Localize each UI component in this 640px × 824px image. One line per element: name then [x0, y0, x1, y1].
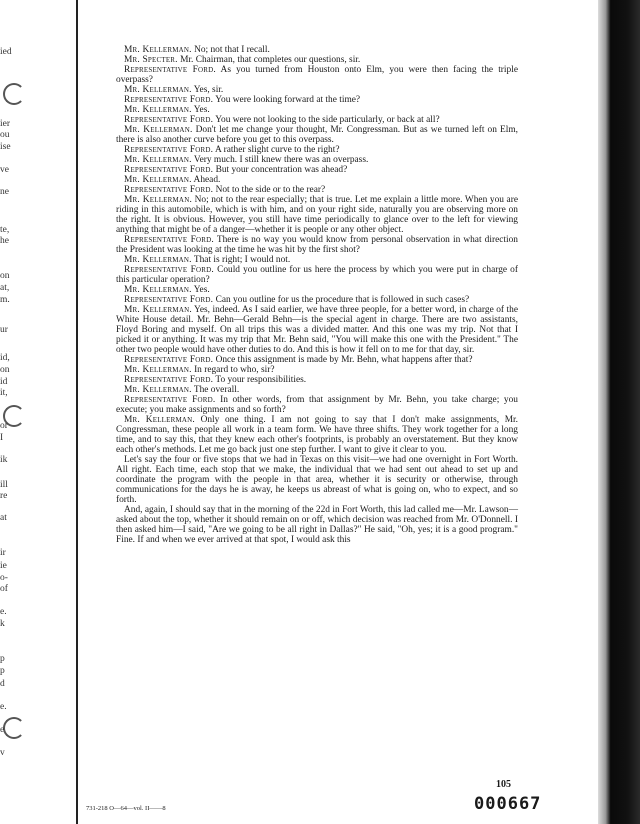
speaker-label: Mr. Kellerman.	[124, 305, 192, 315]
margin-fragment: re	[0, 491, 8, 501]
binder-hole	[3, 83, 25, 105]
paragraph-text: Could you outline for us here the process by which you were put in charge of this particular operation?	[116, 265, 518, 285]
speaker-label: Mr. Kellerman.	[124, 415, 195, 425]
paragraph-text: Very much. I still knew there was an overpass.	[191, 155, 369, 165]
paragraph-text: Can you outline for us the procedure that is followed in such cases?	[213, 295, 470, 305]
margin-fragment: ier	[0, 119, 11, 129]
bates-number: 000667	[474, 794, 542, 814]
speaker-label: Mr. Kellerman.	[124, 125, 193, 135]
speaker-label: Mr. Kellerman.	[124, 285, 192, 295]
testimony-paragraph	[116, 55, 518, 65]
margin-fragment: ise	[0, 142, 11, 152]
margin-fragment: ill	[0, 480, 8, 490]
margin-fragment: it,	[0, 388, 8, 398]
paragraph-text: In other words, from that assignment by Mr. Behn, you take charge; you execute; you make assignments and so forth?	[116, 395, 518, 415]
page-number: 105	[496, 779, 511, 790]
margin-fragment: ied	[0, 47, 12, 57]
paragraph-text: Ahead.	[191, 175, 221, 185]
speaker-label: Representative Ford.	[124, 95, 214, 105]
paragraph-text: The overall.	[191, 385, 240, 395]
margin-fragment: he	[0, 236, 9, 246]
testimony-paragraph	[116, 95, 518, 105]
paragraph-text: Mr. Chairman, that completes our questions, sir.	[177, 55, 361, 65]
margin-fragment: ur	[0, 325, 8, 335]
paragraph-text: That is right; I would not.	[191, 255, 291, 265]
testimony-paragraph	[116, 395, 518, 415]
testimony-paragraph	[116, 85, 518, 95]
testimony-paragraph	[116, 195, 518, 235]
testimony-paragraph	[116, 175, 518, 185]
testimony-paragraph	[116, 305, 518, 355]
testimony-paragraph	[116, 265, 518, 285]
paragraph-text: But your concentration was ahead?	[213, 165, 348, 175]
testimony-paragraph	[116, 255, 518, 265]
paragraph-text: No; not that I recall.	[191, 45, 270, 55]
margin-fragment: d	[0, 679, 5, 689]
paragraph-text: Once this assignment is made by Mr. Behn, what happens after that?	[213, 355, 473, 365]
testimony-text	[116, 45, 518, 545]
margin-fragment: ie	[0, 561, 7, 571]
margin-fragment: p	[0, 666, 5, 676]
speaker-label: Mr. Kellerman.	[124, 385, 192, 395]
margin-fragment: on	[0, 271, 10, 281]
speaker-label: Mr. Kellerman.	[124, 255, 192, 265]
paragraph-text: Yes.	[191, 105, 210, 115]
speaker-label: Representative Ford.	[124, 265, 214, 275]
testimony-paragraph	[116, 355, 518, 365]
testimony-paragraph	[116, 365, 518, 375]
paragraph-text: Let's say the four or five stops that we had in Texas on this visit—we had one overnight in Fort Worth. All right. Each time, each stop that we make, the individual that we had sent out ahead to set up and coordinate the program with the people in that area, whether it is security or otherwise, through communications for the days he is away, he keeps us abreast of what is going on, who to expect, and so forth.	[116, 455, 518, 505]
testimony-paragraph	[116, 125, 518, 145]
speaker-label: Mr. Specter.	[124, 55, 178, 65]
testimony-paragraph	[116, 65, 518, 85]
margin-fragment: ne	[0, 187, 9, 197]
margin-fragment: e	[0, 725, 5, 735]
paragraph-text: Yes, indeed. As I said earlier, we have three people, for a better word, in charge of the White House detail. Mr. Behn—Gerald Behn—is the special agent in charge. There are two assistants, Floyd Boring and myself. On all trips this was a divided matter. And this one was my trip. Not that I picked it or anything. It was my trip that Mr. Behn said, "You will make this one with the President." The other two people would have other duties to do. And this is how it fell on to me for that day, sir.	[116, 305, 518, 355]
paragraph-text: In regard to who, sir?	[191, 365, 275, 375]
testimony-paragraph	[116, 415, 518, 455]
footer-code: 731-218 O—64—vol. II——8	[86, 805, 166, 812]
speaker-label: Representative Ford.	[124, 295, 214, 305]
speaker-label: Representative Ford.	[124, 65, 216, 75]
paragraph-text: A rather slight curve to the right?	[213, 145, 340, 155]
margin-fragment: at,	[0, 283, 10, 293]
speaker-label: Mr. Kellerman.	[124, 365, 192, 375]
paragraph-text: Not to the side or to the rear?	[213, 185, 326, 195]
testimony-paragraph	[116, 235, 518, 255]
margin-fragment: id,	[0, 353, 10, 363]
testimony-paragraph	[116, 375, 518, 385]
paragraph-text: Yes.	[191, 285, 210, 295]
paragraph-text: No; not to the rear especially; that is true. Let me explain a little more. When you are riding in this automobile, which is with him, and on your right side, naturally you are observing more on the right. It is obvious. However, you still have time periodically to glance over to the left for viewing anything that might be of a danger—whether it is people or any other object.	[116, 195, 518, 235]
paragraph-text: You were looking forward at the time?	[213, 95, 361, 105]
paragraph-text: There is no way you would know from personal observation in what direction the President was looking at the time he was hit by the first shot?	[116, 235, 518, 255]
speaker-label: Representative Ford.	[124, 145, 214, 155]
testimony-paragraph	[116, 455, 518, 505]
testimony-paragraph	[116, 165, 518, 175]
testimony-paragraph	[116, 105, 518, 115]
paragraph-text: As you turned from Houston onto Elm, you were then facing the triple overpass?	[116, 65, 518, 85]
margin-fragment: ou	[0, 130, 10, 140]
testimony-paragraph	[116, 505, 518, 545]
paragraph-text: To your responsibilities.	[213, 375, 307, 385]
speaker-label: Representative Ford.	[124, 355, 214, 365]
margin-fragment: on	[0, 365, 10, 375]
margin-fragment: o-	[0, 573, 8, 583]
testimony-paragraph	[116, 295, 518, 305]
paragraph-text: You were not looking to the side particularly, or back at all?	[213, 115, 440, 125]
margin-fragment: I	[0, 433, 4, 443]
paragraph-text: Only one thing. I am not going to say that I don't make assignments, Mr. Congressman, these people all work in a team form. We have three shifts. They work together for a long time, and to say this, that they knew each other's footprints, is probably an overstatement. But they know each other's methods. Let me go back just one step further. I want to give it clear to you.	[116, 415, 518, 455]
testimony-paragraph	[116, 285, 518, 295]
margin-fragment: k	[0, 619, 5, 629]
scan-edge-shadow	[598, 0, 640, 824]
margin-fragment: or	[0, 421, 8, 431]
speaker-label: Representative Ford.	[124, 115, 214, 125]
speaker-label: Representative Ford.	[124, 185, 214, 195]
margin-fragment: p	[0, 654, 5, 664]
speaker-label: Representative Ford.	[124, 235, 214, 245]
margin-fragment: ve	[0, 165, 9, 175]
testimony-paragraph	[116, 45, 518, 55]
paragraph-text: Don't let me change your thought, Mr. Congressman. But as we turned left on Elm, there is also another curve before you get to this overpass.	[116, 125, 519, 145]
speaker-label: Mr. Kellerman.	[124, 155, 192, 165]
speaker-label: Representative Ford.	[124, 395, 216, 405]
testimony-paragraph	[116, 145, 518, 155]
speaker-label: Mr. Kellerman.	[124, 45, 192, 55]
margin-fragment: ik	[0, 455, 8, 465]
margin-fragment: at	[0, 513, 7, 523]
margin-fragment: ir	[0, 548, 6, 558]
margin-rule	[76, 0, 78, 824]
margin-fragment: m.	[0, 295, 10, 305]
paragraph-text: Yes, sir.	[191, 85, 224, 95]
speaker-label: Mr. Kellerman.	[124, 85, 192, 95]
speaker-label: Mr. Kellerman.	[124, 195, 192, 205]
speaker-label: Mr. Kellerman.	[124, 175, 192, 185]
margin-fragment: v	[0, 748, 5, 758]
margin-fragment: e.	[0, 607, 7, 617]
speaker-label: Representative Ford.	[124, 375, 214, 385]
speaker-label: Representative Ford.	[124, 165, 214, 175]
margin-fragment: te,	[0, 225, 10, 235]
margin-fragment: id	[0, 377, 8, 387]
margin-fragment: e.	[0, 702, 7, 712]
testimony-paragraph	[116, 185, 518, 195]
paragraph-text: And, again, I should say that in the morning of the 22d in Fort Worth, this lad called me—Mr. Lawson—asked about the top, whether it should remain on or off, which decision was reached from Mr. O'Donnell. I then asked him—I said, "Are we going to be all right in Dallas?" He said, "Oh, yes; it is a good program." Fine. If and when we ever arrived at that spot, I would ask this	[116, 505, 518, 545]
testimony-paragraph	[116, 385, 518, 395]
margin-fragment: of	[0, 584, 8, 594]
speaker-label: Mr. Kellerman.	[124, 105, 192, 115]
testimony-paragraph	[116, 115, 518, 125]
testimony-paragraph	[116, 155, 518, 165]
